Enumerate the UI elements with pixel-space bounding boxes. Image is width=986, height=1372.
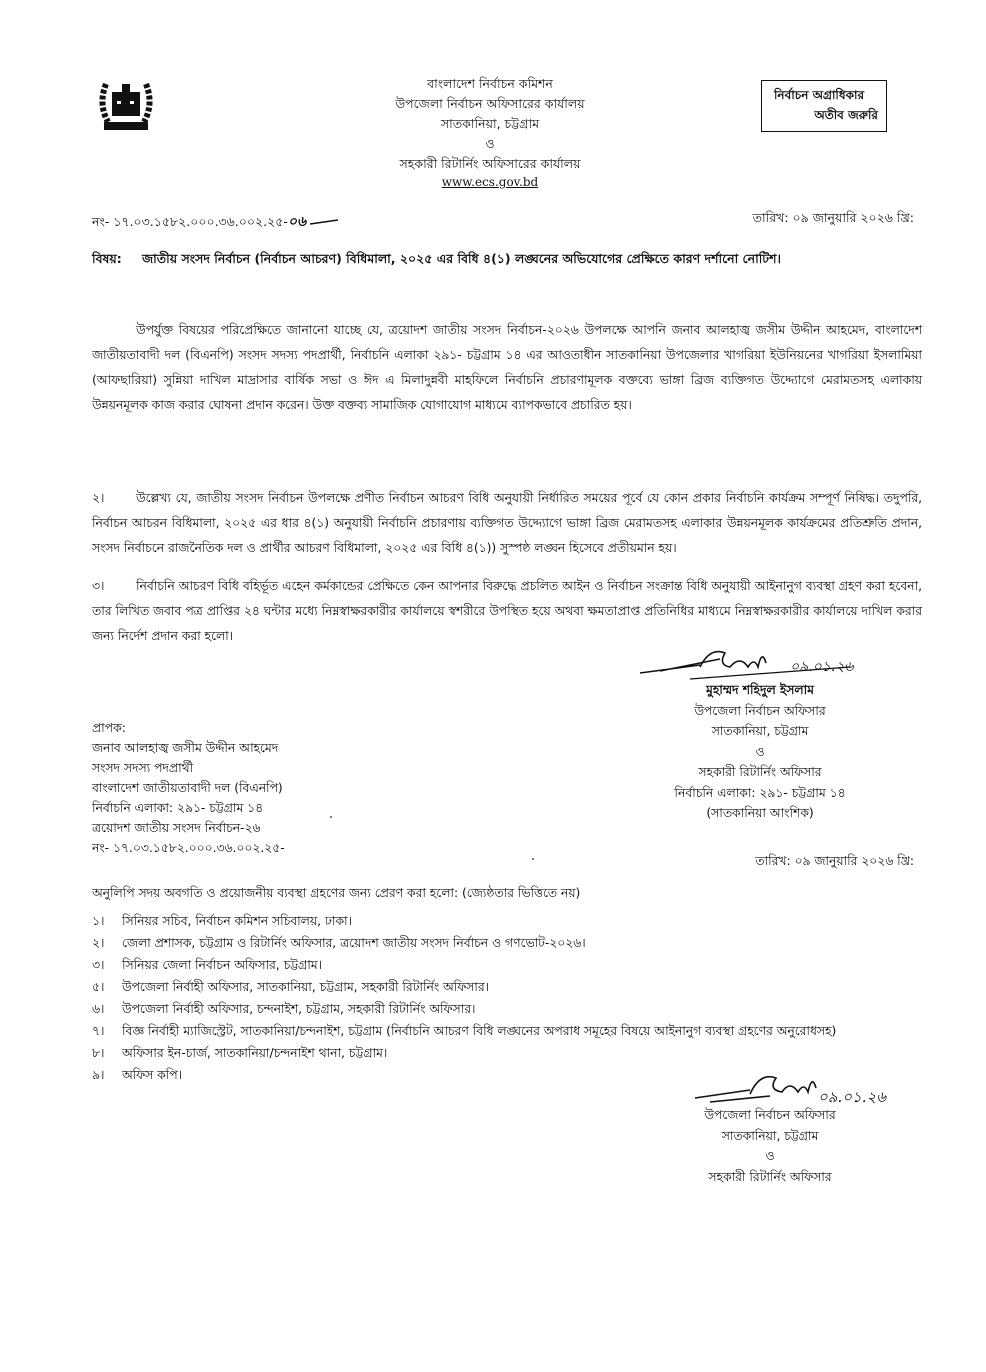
recipient-line: সংসদ সদস্য পদপ্রার্থী	[92, 761, 194, 775]
paragraph-1: উপর্যুক্ত বিষয়ের পরিপ্রেক্ষিতে জানানো যাচ্ছে যে, ত্রয়োদশ জাতীয় সংসদ নির্বাচন-২০২৬ উপলক্ষে আপনি জনাব আলহাজ্ব জসীম উদ্দীন আহমেদ, বাংলাদেশ জাতীয়তাবাদী দল (বিএনপি) সংসদ সদস্য পদপ্রার্থী, নির্বাচনি এলাকা ২৯১- চট্টগ্রাম ১৪ এর আওতাধীন সাতকানিয়া উপজেলার খাগরিয়া ইউনিয়নের খাগরিয়া ইসলামিয়া (আফছারিয়া) সুন্নিয়া দাখিল মাদ্রাসার বার্ষিক সভা ও ঈদ এ মিলাদুন্নবী মাহফিলে নির্বাচনি প্রচারণামূলক বক্তব্যে ভাঙ্গা ব্রিজ ব্যক্তিগত উদ্দ্যোগে মেরামতসহ এলাকায় উন্নয়নমূলক কাজ করার ঘোষনা প্রদান করেন। উক্ত বক্তব্য সামাজিক যোগাযোগ মাধ্যমে ব্যাপকভাবে প্রচারিত হয়।	[92, 323, 922, 412]
copy-item	[92, 932, 922, 954]
copy-item	[92, 954, 922, 976]
copy-item-text: উপজেলা নির্বাহী অফিসার, সাতকানিয়া, চট্টগ্রাম, সহকারী রিটার্নিং অফিসার।	[122, 980, 490, 994]
recipient-line: বাংলাদেশ জাতীয়তাবাদী দল (বিএনপি)	[92, 781, 283, 795]
copy-item-number: ১।	[92, 914, 105, 928]
copy-item	[92, 998, 922, 1020]
signatory-line: সহকারী রিটার্নিং অফিসার	[698, 765, 822, 779]
paragraph-2-text	[92, 486, 922, 561]
memo-handwritten-suffix: ০৬	[287, 214, 307, 230]
signature-date: ০৯.০১.২৬	[790, 659, 854, 675]
copy-item	[92, 910, 922, 932]
copy-item-text: জেলা প্রশাসক, চট্টগ্রাম ও রিটার্নিং অফিসার, ত্রয়োদশ জাতীয় সংসদ নির্বাচন ও গণভোট-২০২৬।	[122, 936, 586, 950]
date-2: তারিখ: ০৯ জানুয়ারি ২০২৬ খ্রি:	[755, 854, 914, 868]
subject-label: বিষয়:	[92, 251, 122, 266]
copy-item-text: অফিস কপি।	[122, 1068, 183, 1082]
subject	[92, 248, 922, 270]
memo-number	[92, 210, 338, 234]
copy-item-number: ২।	[92, 936, 105, 950]
paragraph-2	[92, 486, 922, 561]
copies-section	[92, 882, 922, 1086]
subject-text: জাতীয় সংসদ নির্বাচন (নির্বাচন আচরণ) বিধিমালা, ২০২৫ এর বিধি ৪(১) লঙ্ঘনের অভিযোগের প্রেক্ষিতে কারণ দর্শানো নোটিশ।	[142, 251, 781, 266]
copy-item-text: সিনিয়র জেলা নির্বাচন অফিসার, চট্টগ্রাম।	[122, 958, 323, 972]
priority-line-1: নির্বাচন অগ্রাধিকার	[774, 88, 865, 102]
paragraph-number: ২।	[92, 491, 105, 505]
signatory-line: উপজেলা নির্বাচন অফিসার	[694, 703, 826, 718]
signatory-line: উপজেলা নির্বাচন অফিসার	[704, 1108, 836, 1122]
copy-item-number: ৫।	[92, 980, 105, 994]
paragraph-3	[92, 574, 922, 649]
header-line: সহকারী রিটার্নিং অফিসারের কার্যালয়	[399, 156, 581, 171]
copy-item	[92, 976, 922, 998]
header-line: ও	[485, 136, 495, 151]
election-commission-logo	[96, 74, 156, 136]
paragraph-3-text	[92, 574, 922, 649]
copy-item-text: বিজ্ঞ নির্বাহী ম্যাজিস্ট্রেট, সাতকানিয়া/চন্দনাইশ, চট্টগ্রাম (নির্বাচনি আচরণ বিধি লঙ্ঘনের অপরাধ সমূহের বিষয়ে আইনানুগ ব্যবস্থা গ্রহণের অনুরোধসহ)	[122, 1024, 837, 1038]
copy-item-number: ৯।	[92, 1068, 105, 1082]
signatory-line: ও	[765, 1149, 775, 1163]
pen-stroke-icon	[310, 218, 338, 228]
priority-box	[761, 80, 887, 132]
copy-item-text: অফিসার ইন-চার্জ, সাতকানিয়া/চন্দনাইশ থানা, চট্টগ্রাম।	[122, 1046, 388, 1060]
scan-speck	[532, 858, 534, 860]
signatory-line: সহকারী রিটার্নিং অফিসার	[708, 1169, 832, 1184]
signature-block-1	[645, 680, 875, 824]
memo-number-text: নং- ১৭.০৩.১৫৮২.০০০.৩৬.০০২.২৫-	[92, 214, 288, 229]
copies-heading: অনুলিপি সদয় অবগতি ও প্রয়োজনীয় ব্যবস্থা গ্রহণের জন্য প্রেরণ করা হলো: (জ্যেষ্ঠতার ভিত্তিতে নয়)	[92, 886, 581, 900]
recipient-label: প্রাপক:	[92, 721, 126, 735]
paragraph-body: নির্বাচনি আচরণ বিধি বহির্ভূত এহেন কর্মকান্ডের প্রেক্ষিতে কেন আপনার বিরুদ্ধে প্রচলিত আইন ও নির্বাচন সংক্রান্ত বিধি অনুযায়ী আইনানুগ ব্যবস্থা গ্রহণ করা হবেনা, তার লিখিত জবাব পত্র প্রাপ্তির ২৪ ঘন্টার মধ্যে নিম্নস্বাক্ষরকারীর কার্যালয়ে স্বশরীরে উপস্থিত হয়ে অথবা ক্ষমতাপ্রাপ্ত প্রতিনিধির মাধ্যমে নিম্নস্বাক্ষরকারীর কার্যালয়ে দাখিল করার জন্য নির্দেশ প্রদান করা হলো।	[92, 579, 922, 643]
signatory-line: (সাতকানিয়া আংশিক)	[706, 806, 814, 820]
signatory-line: সাতকানিয়া, চট্টগ্রাম	[721, 1128, 819, 1143]
copy-item-number: ৬।	[92, 1002, 105, 1016]
paragraph-body: উল্লেখ্য যে, জাতীয় সংসদ নির্বাচন উপলক্ষে প্রণীত নির্বাচন আচরণ বিধি অনুযায়ী নির্ধারিত সময়ের পূর্বে যে কোন প্রকার নির্বাচনি কার্যক্রম সম্পূর্ণ নিষিদ্ধ। তদুপরি, নির্বাচন আচরন বিধিমালা, ২০২৫ এর ধার ৪(১) অনুযায়ী নির্বাচনি প্রচারণায় ব্যক্তিগত উদ্দ্যোগে ভাঙ্গা ব্রিজ মেরামতসহ এলাকার উন্নয়নমূলক কার্যক্রমের প্রতিশ্রুতি প্রদান, সংসদ নির্বাচনে রাজনৈতিক দল ও প্রার্থীর আচরণ বিধিমালা, ২০২৫ এর বিধি ৪(১)) সুস্পষ্ঠ লঙ্ঘন হিসেবে প্রতীয়মান হয়।	[92, 491, 922, 555]
signatory-line: ও	[755, 744, 765, 759]
handwritten-signature	[690, 1068, 920, 1108]
signatory-line: নির্বাচনি এলাকা: ২৯১- চট্টগ্রাম ১৪	[674, 785, 846, 800]
handwritten-signature	[630, 645, 880, 685]
recipient-line: নির্বাচনি এলাকা: ২৯১- চট্টগ্রাম ১৪	[92, 801, 264, 815]
copy-item	[92, 1020, 922, 1042]
header-line: উপজেলা নির্বাচন অফিসারের কার্যালয়	[395, 96, 585, 111]
signatory-line: সাতকানিয়া, চট্টগ্রাম	[711, 724, 809, 738]
header-line: সাতকানিয়া, চট্টগ্রাম	[440, 116, 540, 131]
signature-date: ০৯.০১.২৬	[818, 1088, 887, 1106]
paragraph-number: ৩।	[92, 579, 105, 593]
recipient-block	[92, 718, 285, 858]
recipient-line: জনাব আলহাজ্ব জসীম উদ্দীন আহমেদ	[92, 741, 279, 755]
scan-speck	[330, 816, 332, 818]
copy-item-number: ৭।	[92, 1024, 105, 1038]
header-line: বাংলাদেশ নির্বাচন কমিশন	[427, 76, 553, 91]
letterhead	[300, 74, 680, 190]
copy-item-number: ৩।	[92, 958, 105, 972]
copy-item	[92, 1042, 922, 1064]
recipient-line: ত্রয়োদশ জাতীয় সংসদ নির্বাচন-২৬	[92, 821, 261, 835]
recipient-line: নং- ১৭.০৩.১৫৮২.০০০.৩৬.০০২.২৫-	[92, 841, 285, 855]
copy-item-text: সিনিয়র সচিব, নির্বাচন কমিশন সচিবালয়, ঢাকা।	[122, 914, 352, 928]
priority-line-2: অতীব জরুরি	[814, 108, 878, 122]
signatory-name: মুহাম্মদ শহিদুল ইসলাম	[706, 683, 814, 697]
copy-item-number: ৮।	[92, 1046, 105, 1060]
copy-item-text: উপজেলা নির্বাহী অফিসার, চন্দনাইশ, চট্টগ্রাম, সহকারী রিটার্নিং অফিসার।	[122, 1002, 476, 1016]
date: তারিখ: ০৯ জানুয়ারি ২০২৬ খ্রি:	[752, 210, 914, 225]
website-link[interactable]: www.ecs.gov.bd	[441, 175, 539, 189]
signature-block-2	[660, 1105, 880, 1187]
